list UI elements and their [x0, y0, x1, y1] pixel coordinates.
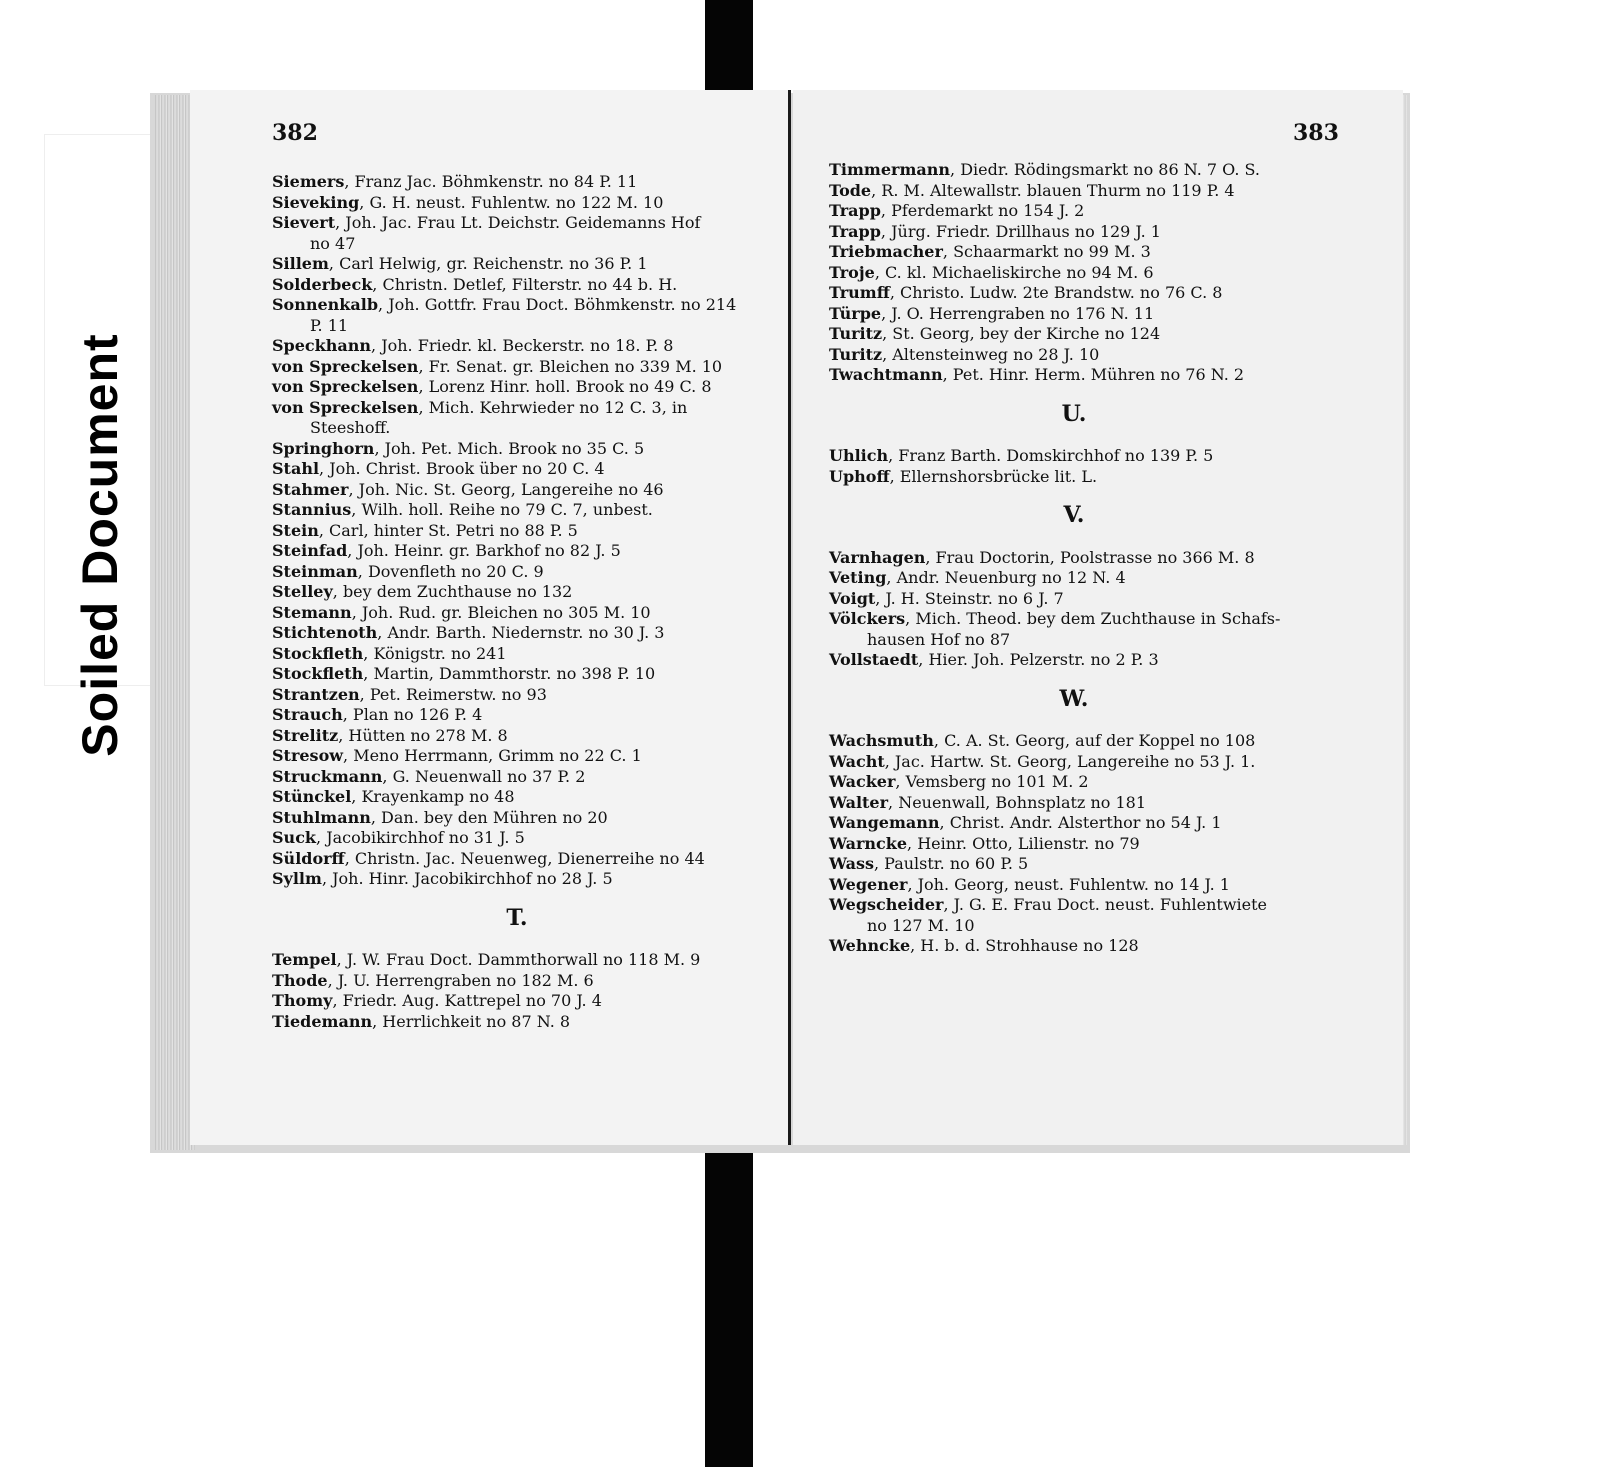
- entry-details: , Joh. Nic. St. Georg, Langereihe no 46: [348, 479, 664, 499]
- entry-surname: Steinman: [272, 561, 358, 581]
- entry-surname: Trumff: [829, 283, 890, 302]
- entry-details: , Joh. Rud. gr. Bleichen no 305 M. 10: [351, 602, 651, 622]
- directory-entry: [272, 582, 772, 603]
- directory-entry: [272, 808, 772, 829]
- entry-surname: Turitz: [829, 324, 883, 343]
- entry-details: , Jürg. Friedr. Drillhaus no 129 J. 1: [880, 221, 1161, 241]
- entry-surname: Troje: [829, 262, 875, 282]
- entry-surname: Sievert: [272, 213, 336, 232]
- entry-surname: Stockfleth: [272, 643, 364, 663]
- entry-details: , Christ. Andr. Alsterthor no 54 J. 1: [939, 813, 1222, 832]
- entry-details: , J. W. Frau Doct. Dammthorwall no 118 M. 9: [336, 950, 701, 969]
- entry-surname: Stemann: [272, 602, 352, 622]
- entry-details: , Christo. Ludw. 2te Brandstw. no 76 C. 8: [889, 283, 1223, 302]
- entry-surname: Triebmacher: [829, 242, 943, 261]
- entry-surname: Stuhlmann: [272, 807, 371, 827]
- entry-list: [829, 548, 1329, 671]
- directory-entry: [829, 834, 1329, 855]
- entry-list: [272, 950, 772, 1032]
- entry-surname: Tempel: [272, 950, 337, 969]
- entry-details: , J. H. Steinstr. no 6 J. 7: [875, 588, 1064, 608]
- entry-surname: Tode: [829, 180, 872, 200]
- directory-entry: [272, 603, 772, 624]
- entry-details: , Joh. Pet. Mich. Brook no 35 C. 5: [374, 438, 645, 458]
- entry-details: , Dan. bey den Mühren no 20: [370, 807, 608, 827]
- directory-entry: [272, 193, 772, 214]
- directory-entry: [829, 650, 1329, 671]
- entry-surname: Stockfleth: [272, 664, 364, 683]
- entry-details: , Joh. Georg, neust. Fuhlentw. no 14 J. 1: [907, 874, 1230, 894]
- directory-entry: [829, 201, 1329, 222]
- directory-entry: [272, 644, 772, 665]
- directory-entry: [272, 726, 772, 747]
- entry-surname: Wangemann: [829, 813, 940, 832]
- entry-details: , Hier. Joh. Pelzerstr. no 2 P. 3: [918, 650, 1159, 669]
- entry-details: , Königstr. no 241: [363, 643, 507, 663]
- entry-surname: Strantzen: [272, 684, 360, 704]
- entry-details: , Joh. Christ. Brook über no 20 C. 4: [319, 459, 605, 478]
- entry-surname: Varnhagen: [829, 547, 926, 567]
- entry-details: , Pferdemarkt no 154 J. 2: [880, 201, 1085, 220]
- entry-details: , J. U. Herrengraben no 182 M. 6: [327, 970, 594, 990]
- directory-entry: [272, 685, 772, 706]
- entry-surname: Stahl: [272, 459, 320, 478]
- entry-surname: Uphoff: [829, 466, 890, 486]
- entry-details: , C. A. St. Georg, auf der Koppel no 108: [933, 731, 1256, 750]
- entry-details: , Andr. Neuenburg no 12 N. 4: [886, 568, 1126, 587]
- directory-entry: [829, 813, 1329, 834]
- directory-entry: [272, 767, 772, 788]
- page-number: 382: [272, 120, 318, 146]
- entry-details: , Paulstr. no 60 P. 5: [873, 854, 1029, 873]
- entry-details: , Christn. Detlef, Filterstr. no 44 b. H.: [372, 274, 678, 294]
- section-heading-t: T.: [506, 904, 528, 931]
- directory-entry: [829, 304, 1329, 325]
- entry-surname: Wehncke: [829, 936, 911, 955]
- directory-entry: [829, 345, 1329, 366]
- entry-surname: Wacker: [829, 772, 896, 791]
- section-heading-w: W.: [1059, 685, 1089, 712]
- entry-details: , G. H. neust. Fuhlentw. no 122 M. 10: [359, 192, 664, 212]
- directory-entry: [272, 213, 772, 234]
- entry-details: , Fr. Senat. gr. Bleichen no 339 M. 10: [418, 356, 723, 376]
- entry-surname: Voigt: [829, 588, 876, 608]
- directory-entry: [829, 589, 1329, 610]
- entry-surname: Steinfad: [272, 541, 348, 560]
- entry-surname: Springhorn: [272, 438, 375, 458]
- directory-entry: [272, 295, 772, 316]
- entry-details: , Joh. Friedr. kl. Beckerstr. no 18. P. 8: [371, 336, 674, 355]
- entry-surname: Süldorff: [272, 848, 345, 868]
- entry-surname: Wegscheider: [829, 895, 944, 914]
- entry-details: , R. M. Altewallstr. blauen Thurm no 119 P. 4: [871, 180, 1235, 200]
- entry-surname: Struckmann: [272, 766, 383, 786]
- directory-entry: [272, 500, 772, 521]
- directory-entry: [272, 849, 772, 870]
- entry-details: , Carl Helwig, gr. Reichenstr. no 36 P. 1: [328, 254, 648, 273]
- directory-entry: [272, 480, 772, 501]
- left-page: [190, 90, 791, 1145]
- entry-details: , Heinr. Otto, Lilienstr. no 79: [907, 833, 1140, 853]
- directory-entry: [829, 793, 1329, 814]
- directory-entry: [829, 263, 1329, 284]
- entry-continuation: no 47: [310, 233, 356, 253]
- entry-surname: von Spreckelsen: [272, 397, 419, 417]
- entry-details: , Carl, hinter St. Petri no 88 P. 5: [318, 520, 578, 540]
- directory-entry: [272, 172, 772, 193]
- directory-entry: [829, 875, 1329, 896]
- directory-entry: [272, 991, 772, 1012]
- entry-surname: Stannius: [272, 500, 352, 519]
- directory-entry: [272, 664, 772, 685]
- directory-entry: [829, 752, 1329, 773]
- entry-surname: Sieveking: [272, 192, 360, 212]
- entry-details: , Franz Jac. Böhmkenstr. no 84 P. 11: [344, 172, 638, 191]
- entry-surname: Veting: [829, 568, 887, 587]
- entry-list: [272, 172, 772, 890]
- entry-surname: Wegener: [829, 874, 908, 894]
- entry-surname: von Spreckelsen: [272, 377, 419, 396]
- section-heading-v: V.: [1063, 502, 1085, 528]
- entry-surname: Thomy: [272, 991, 333, 1010]
- directory-entry: [272, 357, 772, 378]
- directory-entry: [272, 828, 772, 849]
- entry-details: , C. kl. Michaeliskirche no 94 M. 6: [874, 262, 1154, 282]
- entry-surname: Speckhann: [272, 336, 372, 355]
- directory-entry: [829, 772, 1329, 793]
- entry-surname: Wacht: [829, 751, 885, 771]
- entry-surname: Sillem: [272, 254, 329, 273]
- entry-surname: Strauch: [272, 705, 343, 724]
- directory-entry: [272, 787, 772, 808]
- entry-surname: von Spreckelsen: [272, 356, 419, 376]
- directory-entry: [272, 521, 772, 542]
- entry-details: , Plan no 126 P. 4: [342, 705, 483, 724]
- entry-surname: Warncke: [829, 833, 908, 853]
- entry-surname: Sonnenkalb: [272, 295, 379, 314]
- directory-entry: [829, 160, 1329, 181]
- entry-details: , Vemsberg no 101 M. 2: [895, 772, 1089, 791]
- directory-entry: [829, 283, 1329, 304]
- directory-entry: [829, 242, 1329, 263]
- directory-entry: [272, 275, 772, 296]
- entry-surname: Twachtmann: [829, 365, 943, 384]
- entry-continuation: no 127 M. 10: [867, 915, 975, 935]
- entry-list: [829, 160, 1329, 386]
- directory-entry: [272, 541, 772, 562]
- directory-entry: [272, 377, 772, 398]
- entry-surname: Solderbeck: [272, 274, 373, 294]
- entry-column: [829, 160, 1329, 957]
- entry-surname: Stichtenoth: [272, 623, 378, 642]
- entry-surname: Trapp: [829, 221, 881, 241]
- entry-surname: Turitz: [829, 344, 883, 364]
- entry-details: , bey dem Zuchthause no 132: [332, 582, 573, 601]
- directory-entry: [272, 336, 772, 357]
- entry-details: , J. G. E. Frau Doct. neust. Fuhlentwiete: [943, 895, 1268, 914]
- directory-entry: [272, 869, 772, 890]
- soiled-document-stamp: [45, 135, 155, 757]
- directory-entry: [829, 609, 1329, 630]
- entry-surname: Wass: [829, 854, 874, 873]
- entry-surname: Thode: [272, 970, 328, 990]
- entry-details: , Jacobikirchhof no 31 J. 5: [316, 828, 525, 847]
- entry-details: , Diedr. Rödingsmarkt no 86 N. 7 O. S.: [950, 160, 1260, 179]
- directory-entry: [272, 971, 772, 992]
- directory-entry: [829, 895, 1329, 916]
- entry-surname: Suck: [272, 828, 317, 847]
- entry-surname: Vollstaedt: [829, 650, 919, 669]
- entry-continuation: P. 11: [310, 315, 349, 335]
- directory-entry: [829, 936, 1329, 957]
- directory-entry: [272, 623, 772, 644]
- entry-details: , Andr. Barth. Niedernstr. no 30 J. 3: [377, 623, 665, 642]
- entry-surname: Walter: [829, 792, 889, 812]
- directory-entry: [272, 562, 772, 583]
- entry-details: , Pet. Reimerstw. no 93: [359, 684, 547, 704]
- entry-details: , Wilh. holl. Reihe no 79 C. 7, unbest.: [351, 500, 653, 519]
- directory-entry: [272, 950, 772, 971]
- entry-surname: Uhlich: [829, 446, 889, 465]
- right-page: [793, 90, 1403, 1145]
- entry-details: , H. b. d. Strohhause no 128: [910, 936, 1139, 955]
- entry-details: , Pet. Hinr. Herm. Mühren no 76 N. 2: [942, 365, 1245, 384]
- directory-entry: [829, 568, 1329, 589]
- entry-details: , Dovenfleth no 20 C. 9: [357, 561, 544, 581]
- entry-surname: Syllm: [272, 869, 322, 888]
- entry-surname: Strelitz: [272, 725, 339, 745]
- entry-surname: Wachsmuth: [829, 731, 934, 750]
- directory-entry: [829, 854, 1329, 875]
- entry-surname: Völckers: [829, 609, 906, 628]
- entry-details: , G. Neuenwall no 37 P. 2: [382, 766, 586, 786]
- entry-details: , Joh. Hinr. Jacobikirchhof no 28 J. 5: [321, 869, 613, 888]
- entry-surname: Trapp: [829, 201, 881, 220]
- entry-continuation: Steeshoff.: [310, 418, 391, 437]
- entry-details: , Joh. Jac. Frau Lt. Deichstr. Geidemanns Hof: [335, 213, 701, 232]
- entry-details: , Mich. Kehrwieder no 12 C. 3, in: [418, 397, 688, 417]
- entry-details: , Joh. Gottfr. Frau Doct. Böhmkenstr. no 214: [378, 295, 737, 314]
- entry-details: , Mich. Theod. bey dem Zuchthause in Schafs-: [905, 609, 1281, 628]
- entry-continuation: hausen Hof no 87: [867, 629, 1011, 649]
- entry-details: , Joh. Heinr. gr. Barkhof no 82 J. 5: [347, 541, 621, 560]
- entry-details: , Ellernshorsbrücke lit. L.: [889, 466, 1098, 486]
- entry-surname: Türpe: [829, 303, 882, 323]
- entry-surname: Stein: [272, 520, 319, 540]
- directory-entry: [272, 439, 772, 460]
- directory-entry: [829, 467, 1329, 488]
- entry-details: , Friedr. Aug. Kattrepel no 70 J. 4: [332, 991, 602, 1010]
- entry-surname: Stahmer: [272, 479, 349, 499]
- entry-details: , Neuenwall, Bohnsplatz no 181: [888, 792, 1147, 812]
- directory-entry: [829, 222, 1329, 243]
- page-number: 383: [1293, 120, 1339, 146]
- directory-entry: [829, 731, 1329, 752]
- entry-surname: Stünckel: [272, 787, 352, 806]
- entry-list: [829, 731, 1329, 957]
- entry-details: , Christn. Jac. Neuenweg, Dienerreihe no 44: [344, 848, 705, 868]
- entry-column: [272, 172, 772, 1032]
- spine-band-bottom: [705, 1128, 753, 1467]
- directory-entry: [829, 324, 1329, 345]
- page-edge-left: [155, 95, 195, 1150]
- entry-details: , Meno Herrmann, Grimm no 22 C. 1: [343, 746, 642, 765]
- entry-details: , Martin, Dammthorstr. no 398 P. 10: [363, 664, 656, 683]
- directory-entry: [829, 446, 1329, 467]
- entry-details: , Jac. Hartw. St. Georg, Langereihe no 53 J. 1.: [884, 751, 1256, 771]
- directory-entry: [272, 1012, 772, 1033]
- section-heading-u: U.: [1061, 400, 1087, 427]
- entry-details: , Frau Doctorin, Poolstrasse no 366 M. 8: [925, 547, 1255, 567]
- directory-entry: [272, 398, 772, 419]
- entry-surname: Timmermann: [829, 160, 951, 179]
- directory-entry: [272, 746, 772, 767]
- entry-details: , Herrlichkeit no 87 N. 8: [372, 1011, 571, 1031]
- entry-details: , Schaarmarkt no 99 M. 3: [942, 242, 1151, 261]
- directory-entry: [272, 459, 772, 480]
- entry-surname: Stelley: [272, 582, 333, 601]
- entry-details: , St. Georg, bey der Kirche no 124: [882, 324, 1161, 343]
- entry-surname: Stresow: [272, 746, 344, 765]
- entry-details: , Krayenkamp no 48: [351, 787, 515, 806]
- entry-surname: Siemers: [272, 172, 345, 191]
- directory-entry: [272, 705, 772, 726]
- entry-details: , Lorenz Hinr. holl. Brook no 49 C. 8: [418, 377, 712, 396]
- stamp-label: Soiled Document: [72, 333, 128, 757]
- directory-entry: [829, 548, 1329, 569]
- entry-details: , Altensteinweg no 28 J. 10: [882, 344, 1100, 364]
- entry-surname: Tiedemann: [272, 1011, 373, 1031]
- directory-entry: [829, 181, 1329, 202]
- entry-details: , Hütten no 278 M. 8: [338, 725, 508, 745]
- entry-details: , J. O. Herrengraben no 176 N. 11: [881, 303, 1155, 323]
- entry-details: , Franz Barth. Domskirchhof no 139 P. 5: [888, 446, 1214, 465]
- directory-entry: [272, 254, 772, 275]
- directory-entry: [829, 365, 1329, 386]
- entry-list: [829, 446, 1329, 487]
